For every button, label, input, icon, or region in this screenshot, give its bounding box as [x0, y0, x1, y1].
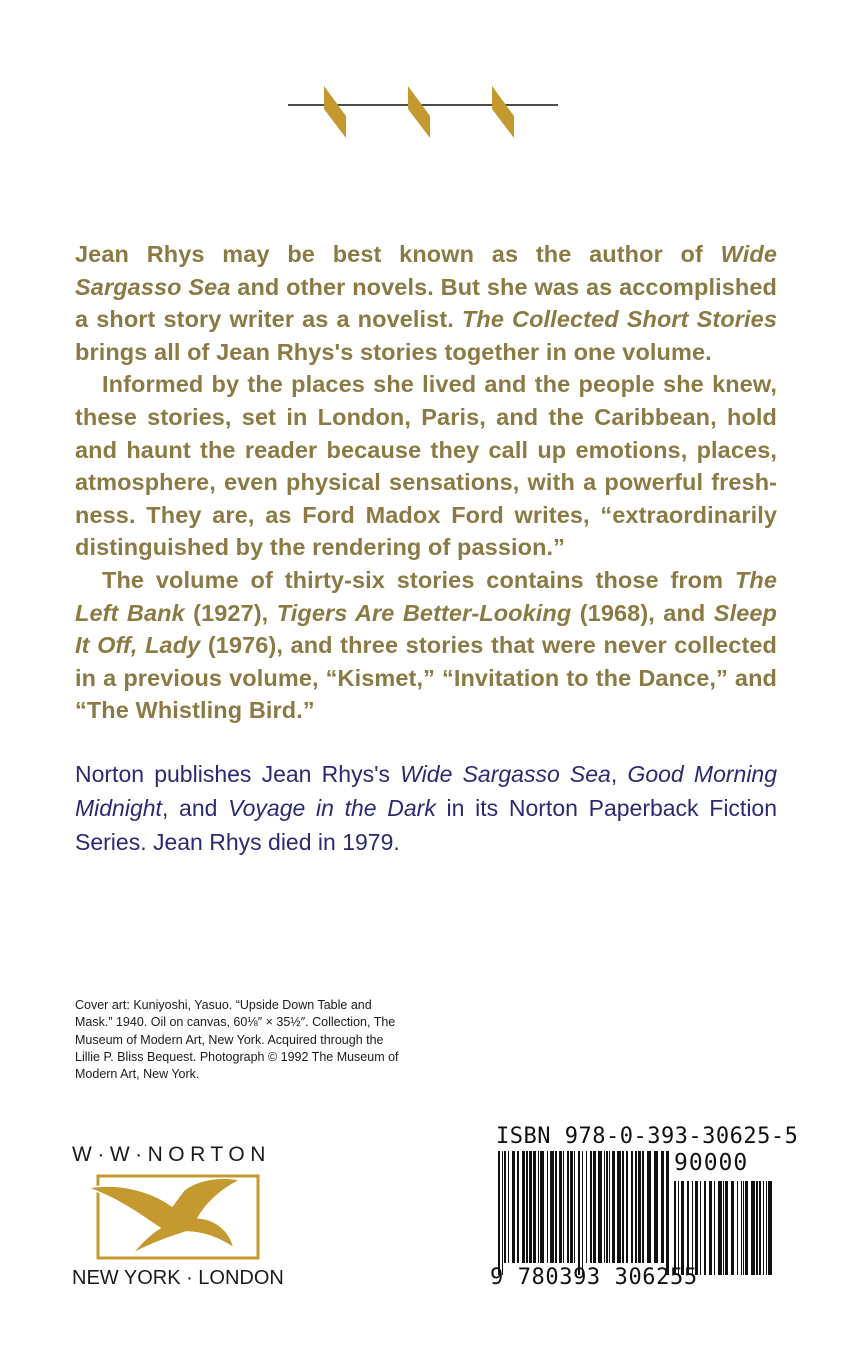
- barcode-bar: [555, 1151, 557, 1263]
- barcode-bar: [538, 1151, 539, 1263]
- barcode-bar: [692, 1181, 693, 1275]
- note-paragraph: Norton publishes Jean Rhys's Wide Sargasso Sea, Good Morning Midnight, and Voyage in the Dark in its Norton Paperback Fiction Series. Jean Rhys died in 1979.: [75, 761, 778, 855]
- barcode-bar: [661, 1151, 664, 1263]
- barcode-bar: [745, 1181, 748, 1275]
- barcode-bar: [642, 1151, 644, 1263]
- barcode-bar: [612, 1151, 615, 1263]
- isbn-text: ISBN 978-0-393-30625-5: [496, 1124, 799, 1149]
- barcode-bar: [709, 1181, 712, 1275]
- barcode-bar: [674, 1181, 676, 1275]
- barcode-bar: [725, 1181, 728, 1275]
- barcode-bar: [622, 1151, 624, 1263]
- book-description: [75, 238, 777, 727]
- barcode-bar: [582, 1151, 583, 1275]
- ean-number: 9 780393 306255: [490, 1265, 698, 1290]
- barcode-bar: [626, 1151, 628, 1263]
- chevron-3: [492, 86, 514, 138]
- barcode-bar: [763, 1181, 764, 1275]
- barcode-bar: [718, 1181, 722, 1275]
- publisher-name: W·W·NORTON: [72, 1143, 271, 1166]
- description-paragraph-3: The volume of thirty-six stories contains those from The Left Bank (1927), Tigers Are Better-Looking (1968), and Sleep It Off, Lady (1976), and three stories that were never collected in a previous volume, “Kismet,” “Invitation to the Dance,” and “The Whistling Bird.”: [75, 566, 777, 724]
- barcode-bar: [517, 1151, 519, 1263]
- barcode-bar: [737, 1181, 738, 1275]
- barcode-bar: [635, 1151, 637, 1263]
- barcode-bar: [540, 1151, 544, 1263]
- barcode-addon-number: 90000: [674, 1150, 749, 1176]
- barcode-bar: [741, 1181, 742, 1275]
- barcode-bar: [609, 1151, 610, 1263]
- barcode-bar: [654, 1151, 658, 1263]
- barcode-bar: [502, 1151, 503, 1275]
- barcode-bar: [567, 1151, 569, 1263]
- barcode-bar: [533, 1151, 536, 1263]
- barcode-bar: [678, 1181, 679, 1275]
- barcode-bar: [570, 1151, 573, 1263]
- norton-publishing-note: [75, 757, 777, 859]
- barcode-bar: [526, 1151, 528, 1263]
- chevron-1: [324, 86, 346, 138]
- barcode-bar: [666, 1151, 669, 1275]
- barcode-bar: [574, 1151, 575, 1263]
- logo-bird: [88, 1178, 240, 1254]
- barcode-bar: [759, 1181, 761, 1275]
- chevron-ornament: [288, 80, 558, 142]
- barcode-bar: [687, 1181, 689, 1275]
- barcode-bar: [695, 1181, 698, 1275]
- barcode-bar: [766, 1181, 767, 1275]
- barcode-bar: [590, 1151, 592, 1263]
- barcode-bar: [547, 1151, 548, 1263]
- barcode-bar: [751, 1181, 755, 1275]
- barcode-bar: [604, 1151, 605, 1263]
- barcode-bar: [681, 1181, 684, 1275]
- cover-art-credit: Cover art: Kuniyoshi, Yasuo. “Upside Down Table and Mask.” 1940. Oil on canvas, 60⅛″ × 35½″. Collection, The Museum of Modern Art, New York. Acquired through the Lillie P. Bliss Bequest. Photograph © 1992 The Museum of Modern Art, New York.: [75, 998, 399, 1082]
- description-paragraph-2: Informed by the places she lived and the people she knew, these stories, set in London, Paris, and the Caribbean, hold and haunt the reader because they call up emotions, places, atmosphere, even physical sensations, with a powerful freshness. They are, as Ford Madox Ford writes, “extraordinarily distinguished by the rendering of passion.”: [75, 371, 777, 561]
- barcode-bar: [586, 1151, 587, 1263]
- barcode-bar: [559, 1151, 562, 1263]
- barcode-bar: [723, 1181, 724, 1275]
- barcode-bar: [631, 1151, 633, 1263]
- barcode-bar: [714, 1181, 715, 1275]
- barcode-bar: [704, 1181, 706, 1275]
- publisher-cities: NEW YORK · LONDON: [72, 1267, 284, 1289]
- barcode-bar: [522, 1151, 525, 1263]
- barcode-bar: [578, 1151, 580, 1275]
- barcode-bar: [617, 1151, 621, 1263]
- barcode-bar: [638, 1151, 641, 1263]
- barcode-bar: [700, 1181, 701, 1275]
- barcode-bar: [498, 1151, 500, 1275]
- barcode-bar: [529, 1151, 532, 1263]
- barcode-bar: [743, 1181, 744, 1275]
- description-paragraph-1: Jean Rhys may be best known as the author of Wide Sargasso Sea and other novels. But she was as accomplished a short story writer as a novelist. The Collected Short Stories brings all of Jean Rhys's stories together in one volume.: [75, 241, 777, 365]
- barcode-bar: [512, 1151, 515, 1263]
- barcode-bar: [647, 1151, 651, 1263]
- barcode-bar: [756, 1181, 758, 1275]
- barcode-bar: [731, 1181, 734, 1275]
- barcode-bar: [508, 1151, 509, 1263]
- seagull-icon: [88, 1172, 268, 1262]
- chevron-2: [408, 86, 430, 138]
- barcode-bar: [768, 1181, 772, 1275]
- barcode-bar: [563, 1151, 564, 1263]
- barcode-bar: [598, 1151, 602, 1263]
- barcode-bar: [593, 1151, 596, 1263]
- barcode-bar: [606, 1151, 608, 1263]
- barcode-bar: [550, 1151, 554, 1263]
- barcode-bar: [504, 1151, 506, 1263]
